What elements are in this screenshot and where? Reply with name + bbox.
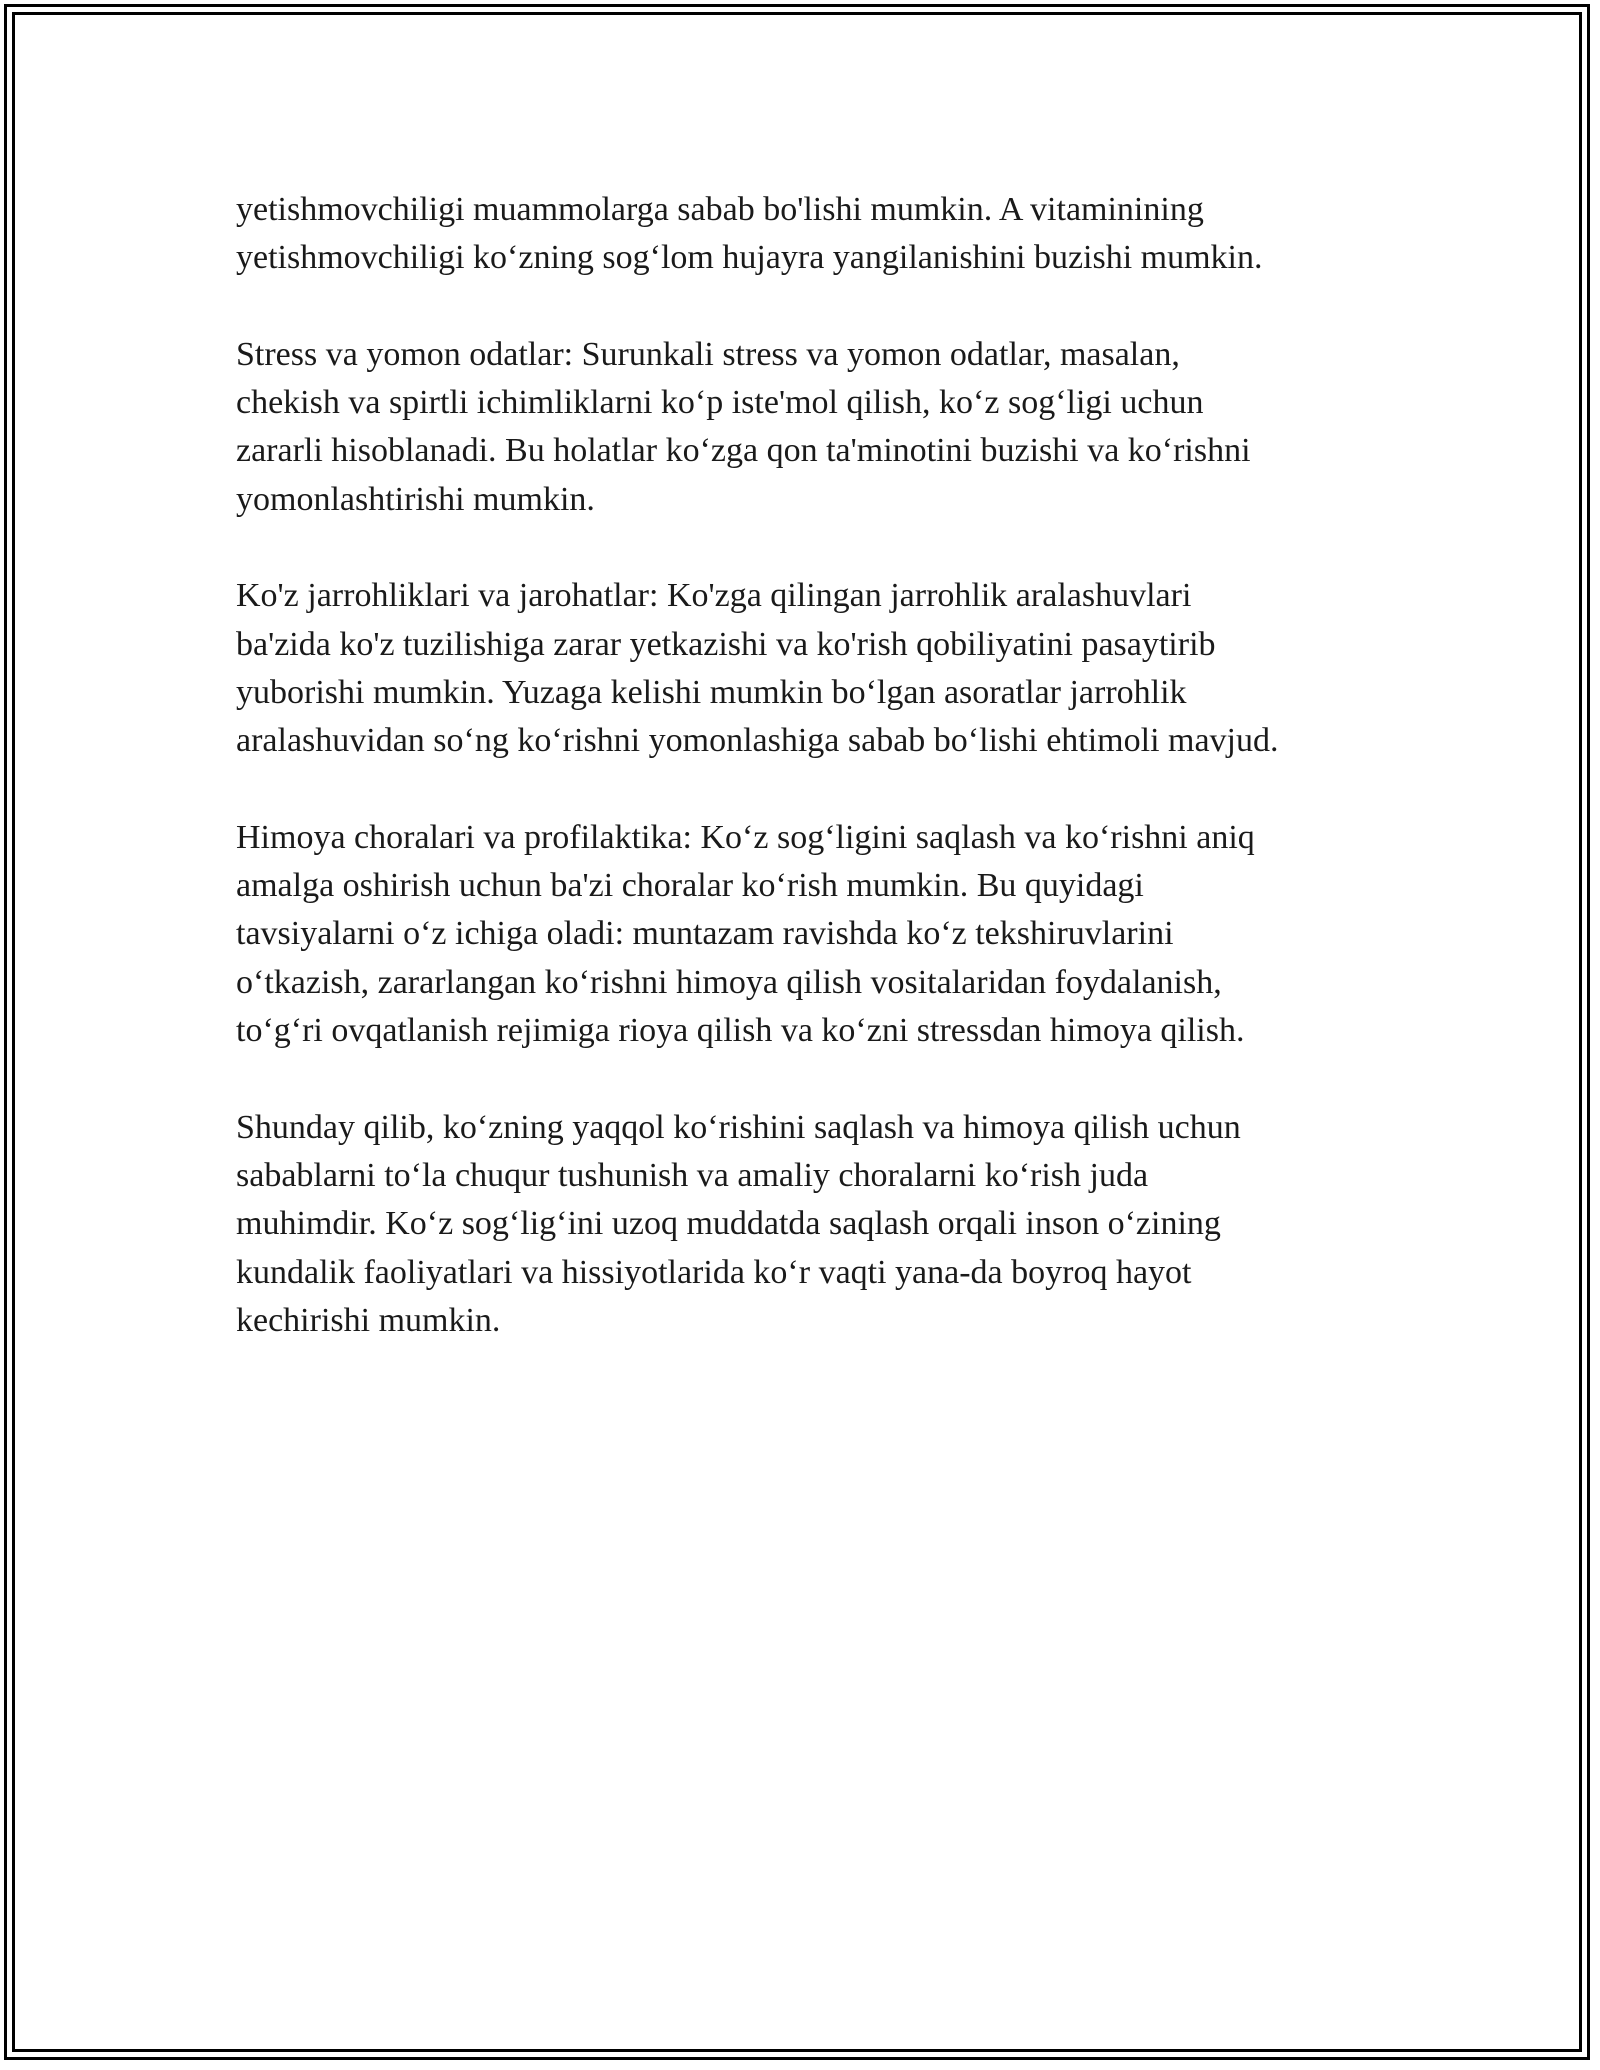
text-line: ba'zida ko'z tuzilishiga zarar yetkazishi va ko'rish qobiliyatini pasaytirib [236, 625, 1216, 663]
text-line: kundalik faoliyatlari va hissiyotlarida ko‘r vaqti yana-da boyroq hayot [236, 1253, 1192, 1291]
text-line: o‘tkazish, zararlangan ko‘rishni himoya qilish vositalaridan foydalanish, [236, 963, 1222, 1001]
text-line: yuborishi mumkin. Yuzaga kelishi mumkin bo‘lgan asoratlar jarrohlik [236, 673, 1187, 711]
text-line: chekish va spirtli ichimliklarni ko‘p iste'mol qilish, ko‘z sog‘ligi uchun [236, 384, 1204, 422]
text-line: amalga oshirish uchun ba'zi choralar ko‘rish mumkin. Bu quyidagi [236, 867, 1144, 905]
text-line: sabablarni to‘la chuqur tushunish va amaliy choralarni ko‘rish juda [236, 1156, 1149, 1194]
paragraph-stress-habits [236, 331, 1386, 524]
text-line: kechirishi mumkin. [236, 1301, 501, 1339]
text-line: Himoya choralari va profilaktika: Ko‘z sog‘ligini saqlash va ko‘rishni aniq [236, 818, 1255, 856]
text-line: to‘g‘ri ovqatlanish rejimiga rioya qilish va ko‘zni stressdan himoya qilish. [236, 1012, 1245, 1050]
paragraph-conclusion [236, 1104, 1386, 1345]
text-line: tavsiyalarni o‘z ichiga oladi: muntazam ravishda ko‘z tekshiruvlarini [236, 915, 1174, 953]
text-line: aralashuvidan so‘ng ko‘rishni yomonlashiga sabab bo‘lishi ehtimoli mavjud. [236, 722, 1279, 760]
text-line: yetishmovchiligi muammolarga sabab bo'lishi mumkin. A vitaminining [236, 191, 1204, 228]
text-line: yomonlashtirishi mumkin. [236, 480, 595, 518]
paragraph-vitamin-deficiency [236, 186, 1386, 283]
text-line: Shunday qilib, ko‘zning yaqqol ko‘rishini saqlash va himoya qilish uchun [236, 1108, 1241, 1146]
paragraph-surgery-injuries [236, 572, 1386, 765]
text-line: Stress va yomon odatlar: Surunkali stress va yomon odatlar, masalan, [236, 335, 1180, 373]
document-body [236, 186, 1386, 1393]
text-line: zararli hisoblanadi. Bu holatlar ko‘zga qon ta'minotini buzishi va ko‘rishni [236, 432, 1251, 470]
text-line: muhimdir. Ko‘z sog‘lig‘ini uzoq muddatda saqlash orqali inson o‘zining [236, 1205, 1221, 1243]
paragraph-prevention [236, 814, 1386, 1055]
text-line: Ko'z jarrohliklari va jarohatlar: Ko'zga qilingan jarrohlik aralashuvlari [236, 577, 1192, 615]
text-line: yetishmovchiligi ko‘zning sog‘lom hujayra yangilanishini buzishi mumkin. [236, 239, 1263, 277]
